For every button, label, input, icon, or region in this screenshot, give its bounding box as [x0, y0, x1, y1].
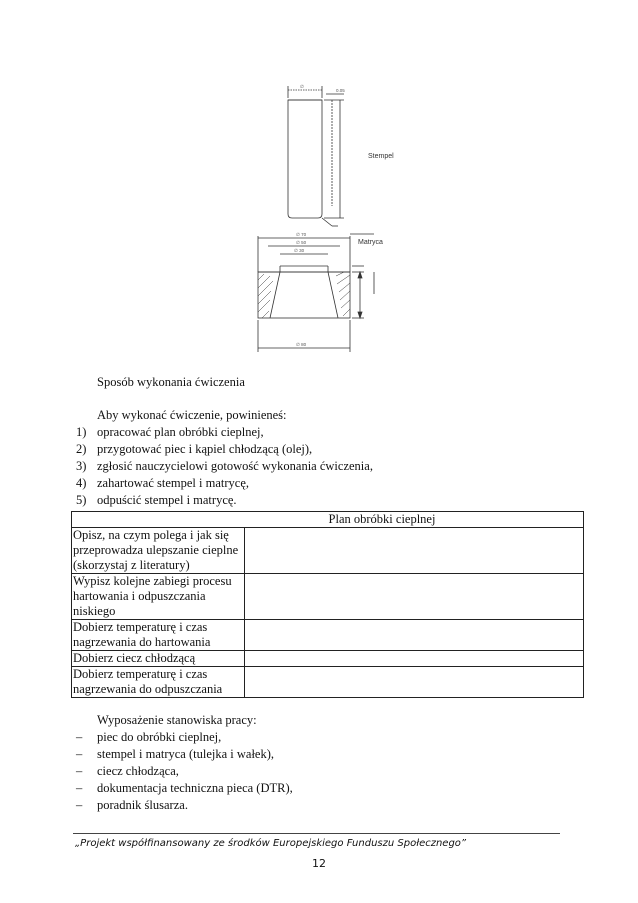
table-row: [72, 620, 584, 651]
step-number: 1): [76, 425, 87, 439]
equipment-item-text: stempel i matryca (tulejka i wałek),: [97, 747, 275, 761]
dim-label-b: 0.05: [336, 88, 345, 93]
table-row-answer-cell[interactable]: [245, 651, 584, 667]
table-row-label: Wypisz kolejne zabiegi procesu hartowania i odpuszczania niskiego: [72, 574, 245, 620]
list-item: [76, 441, 373, 458]
matryca-label: Matryca: [358, 239, 383, 246]
stempel-label: Stempel: [368, 153, 394, 160]
step-number: 5): [76, 493, 87, 507]
dim-label-d: ∅ 50: [296, 240, 307, 245]
list-item: [76, 492, 373, 509]
steps-list: [76, 424, 373, 509]
dash-bullet: –: [76, 747, 83, 761]
equipment-item-text: piec do obróbki cieplnej,: [97, 730, 222, 744]
dim-label-f: ∅ 80: [296, 342, 307, 347]
dim-label-e: ∅ 70: [296, 232, 307, 237]
table-row: [72, 651, 584, 667]
dim-label-c: ∅ 30: [294, 248, 305, 253]
dash-bullet: –: [76, 764, 83, 778]
table-row-answer-cell[interactable]: [245, 667, 584, 698]
list-item: [76, 729, 293, 746]
table-row: [72, 574, 584, 620]
table-row-answer-cell[interactable]: [245, 620, 584, 651]
stempel-outline: [288, 100, 322, 218]
step-number: 4): [76, 476, 87, 490]
section-title: Sposób wykonania ćwiczenia: [97, 375, 245, 389]
table-row-label: Dobierz temperaturę i czas nagrzewania do odpuszczania: [72, 667, 245, 698]
equipment-item-text: ciecz chłodząca,: [97, 764, 179, 778]
technical-drawing: [240, 76, 410, 360]
table-row-answer-cell[interactable]: [245, 574, 584, 620]
equipment-item-text: poradnik ślusarza.: [97, 798, 188, 812]
page-number: 12: [312, 857, 326, 870]
step-text: przygotować piec i kąpiel chłodzącą (olej),: [97, 442, 313, 456]
step-text: odpuścić stempel i matrycę.: [97, 493, 237, 507]
list-item: [76, 746, 293, 763]
dim-label-a: ∅: [300, 84, 304, 89]
dash-bullet: –: [76, 730, 83, 744]
section-intro: Aby wykonać ćwiczenie, powinieneś:: [97, 408, 287, 422]
table-row-label: Dobierz temperaturę i czas nagrzewania do hartowania: [72, 620, 245, 651]
table-row: [72, 667, 584, 698]
step-number: 3): [76, 459, 87, 473]
plan-table-header: Plan obróbki cieplnej: [72, 512, 584, 528]
dash-bullet: –: [76, 781, 83, 795]
table-row-answer-cell[interactable]: [245, 528, 584, 574]
plan-table: [71, 511, 584, 698]
table-row-label: Opisz, na czym polega i jak się przeprowadza ulepszanie cieplne (skorzystaj z literatury): [72, 528, 245, 574]
list-item: [76, 458, 373, 475]
footer-divider: [73, 833, 560, 834]
equipment-title: Wyposażenie stanowiska pracy:: [97, 713, 257, 727]
footer-note: „Projekt współfinansowany ze środków Europejskiego Funduszu Społecznego”: [75, 838, 467, 849]
step-text: zgłosić nauczycielowi gotowość wykonania ćwiczenia,: [97, 459, 373, 473]
list-item: [76, 780, 293, 797]
equipment-list: [76, 729, 293, 814]
table-row-label: Dobierz ciecz chłodzącą: [72, 651, 245, 667]
table-header-row: [72, 512, 584, 528]
step-text: zahartować stempel i matrycę,: [97, 476, 250, 490]
step-text: opracować plan obróbki cieplnej,: [97, 425, 264, 439]
equipment-item-text: dokumentacja techniczna pieca (DTR),: [97, 781, 293, 795]
list-item: [76, 797, 293, 814]
stempel-matryca-drawing: [240, 76, 410, 360]
table-row: [72, 528, 584, 574]
list-item: [76, 763, 293, 780]
list-item: [76, 475, 373, 492]
dash-bullet: –: [76, 798, 83, 812]
list-item: [76, 424, 373, 441]
step-number: 2): [76, 442, 87, 456]
